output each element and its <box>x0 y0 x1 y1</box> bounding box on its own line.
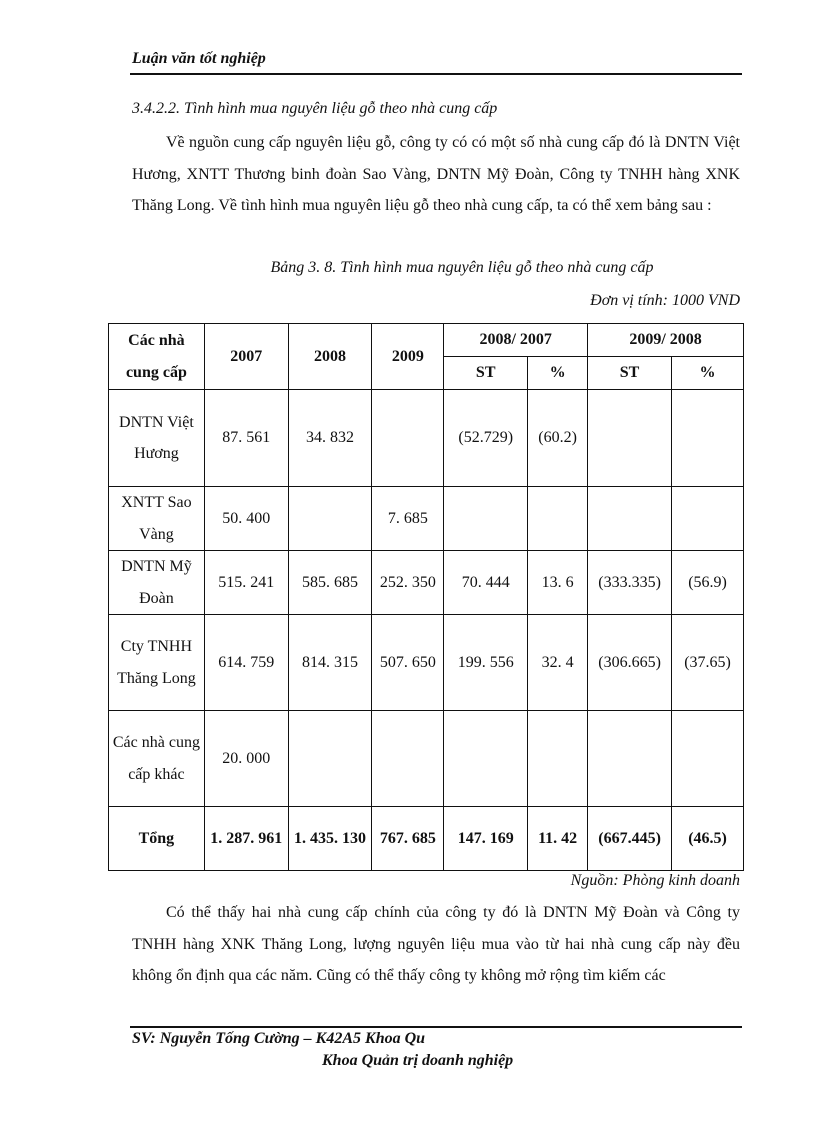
cell-pct-1: 32. 4 <box>528 615 588 711</box>
subheader-st-1: ST <box>444 357 528 390</box>
header-supplier: Các nhà cung cấp <box>109 324 205 390</box>
cell-st-1 <box>444 487 528 551</box>
cell-2009: 252. 350 <box>372 551 444 615</box>
intro-paragraph: Về nguồn cung cấp nguyên liệu gỗ, công ty có có một số nhà cung cấp đó là DNTN Việt Hương, XNTT Thương binh đoàn Sao Vàng, DNTN Mỹ Đoàn, Công ty TNHH hàng XNK Thăng Long. Về tình hình mua nguyên liệu gỗ theo nhà cung cấp, ta có thể xem bảng sau : <box>132 134 740 214</box>
header-2008: 2008 <box>288 324 372 390</box>
cell-pct-2: (46.5) <box>672 807 744 871</box>
cell-2008: 814. 315 <box>288 615 372 711</box>
cell-2007: 1. 287. 961 <box>204 807 288 871</box>
table-row <box>109 390 744 487</box>
cell-pct-2 <box>672 390 744 487</box>
subheader-pct-1: % <box>528 357 588 390</box>
cell-pct-1: (60.2) <box>528 390 588 487</box>
cell-2009 <box>372 711 444 807</box>
cell-2009: 507. 650 <box>372 615 444 711</box>
cell-2009: 7. 685 <box>372 487 444 551</box>
table-header-row <box>109 324 744 357</box>
header-divider <box>130 73 742 75</box>
cell-2009: 767. 685 <box>372 807 444 871</box>
header-title: Luận văn tốt nghiệp <box>132 50 266 67</box>
cell-2007: 87. 561 <box>204 390 288 487</box>
cell-pct-1: 13. 6 <box>528 551 588 615</box>
table-row <box>109 615 744 711</box>
cell-st-2 <box>588 487 672 551</box>
cell-2007: 20. 000 <box>204 711 288 807</box>
cell-pct-2 <box>672 711 744 807</box>
cell-2008 <box>288 487 372 551</box>
cell-2007: 50. 400 <box>204 487 288 551</box>
cell-supplier: Cty TNHH Thăng Long <box>109 615 205 711</box>
cell-supplier: XNTT Sao Vàng <box>109 487 205 551</box>
footer-faculty: Khoa Quản trị doanh nghiệp <box>322 1052 514 1069</box>
table-row <box>109 487 744 551</box>
subheader-pct-2: % <box>672 357 744 390</box>
table-caption: Bảng 3. 8. Tình hình mua nguyên liệu gỗ theo nhà cung cấp <box>270 259 654 276</box>
table-total-row <box>109 807 744 871</box>
cell-st-2 <box>588 390 672 487</box>
cell-2008 <box>288 711 372 807</box>
cell-2008: 1. 435. 130 <box>288 807 372 871</box>
cell-pct-1 <box>528 487 588 551</box>
cell-st-1: 147. 169 <box>444 807 528 871</box>
cell-pct-1: 11. 42 <box>528 807 588 871</box>
supplier-table <box>108 323 744 871</box>
cell-st-2: (667.445) <box>588 807 672 871</box>
cell-2009 <box>372 390 444 487</box>
cell-pct-2: (56.9) <box>672 551 744 615</box>
cell-st-1: (52.729) <box>444 390 528 487</box>
table-row <box>109 711 744 807</box>
table-unit: Đơn vị tính: 1000 VND <box>590 292 740 309</box>
cell-st-2: (306.665) <box>588 615 672 711</box>
subheader-st-2: ST <box>588 357 672 390</box>
cell-pct-1 <box>528 711 588 807</box>
cell-2008: 585. 685 <box>288 551 372 615</box>
footer-divider <box>130 1026 742 1028</box>
table-source: Nguồn: Phòng kinh doanh <box>570 872 740 889</box>
footer-author: SV: Nguyễn Tống Cường – K42A5 Khoa Qu <box>132 1030 426 1047</box>
table-row <box>109 551 744 615</box>
cell-pct-2: (37.65) <box>672 615 744 711</box>
cell-st-2: (333.335) <box>588 551 672 615</box>
cell-st-1: 70. 444 <box>444 551 528 615</box>
header-2009-vs-2008: 2009/ 2008 <box>588 324 744 357</box>
cell-2008: 34. 832 <box>288 390 372 487</box>
cell-st-1 <box>444 711 528 807</box>
cell-supplier: DNTN Việt Hương <box>109 390 205 487</box>
cell-2007: 515. 241 <box>204 551 288 615</box>
cell-2007: 614. 759 <box>204 615 288 711</box>
cell-supplier: Tổng <box>109 807 205 871</box>
header-2008-vs-2007: 2008/ 2007 <box>444 324 588 357</box>
cell-supplier: Các nhà cung cấp khác <box>109 711 205 807</box>
analysis-paragraph: Có thể thấy hai nhà cung cấp chính của công ty đó là DNTN Mỹ Đoàn và Công ty TNHH hàng XNK Thăng Long, lượng nguyên liệu mua vào từ hai nhà cung cấp này đều không ổn định qua các năm. Cũng có thể thấy công ty không mở rộng tìm kiếm các <box>132 904 740 984</box>
header-2007: 2007 <box>204 324 288 390</box>
cell-st-2 <box>588 711 672 807</box>
section-heading: 3.4.2.2. Tình hình mua nguyên liệu gỗ theo nhà cung cấp <box>132 100 498 117</box>
header-2009: 2009 <box>372 324 444 390</box>
cell-pct-2 <box>672 487 744 551</box>
cell-st-1: 199. 556 <box>444 615 528 711</box>
cell-supplier: DNTN Mỹ Đoàn <box>109 551 205 615</box>
